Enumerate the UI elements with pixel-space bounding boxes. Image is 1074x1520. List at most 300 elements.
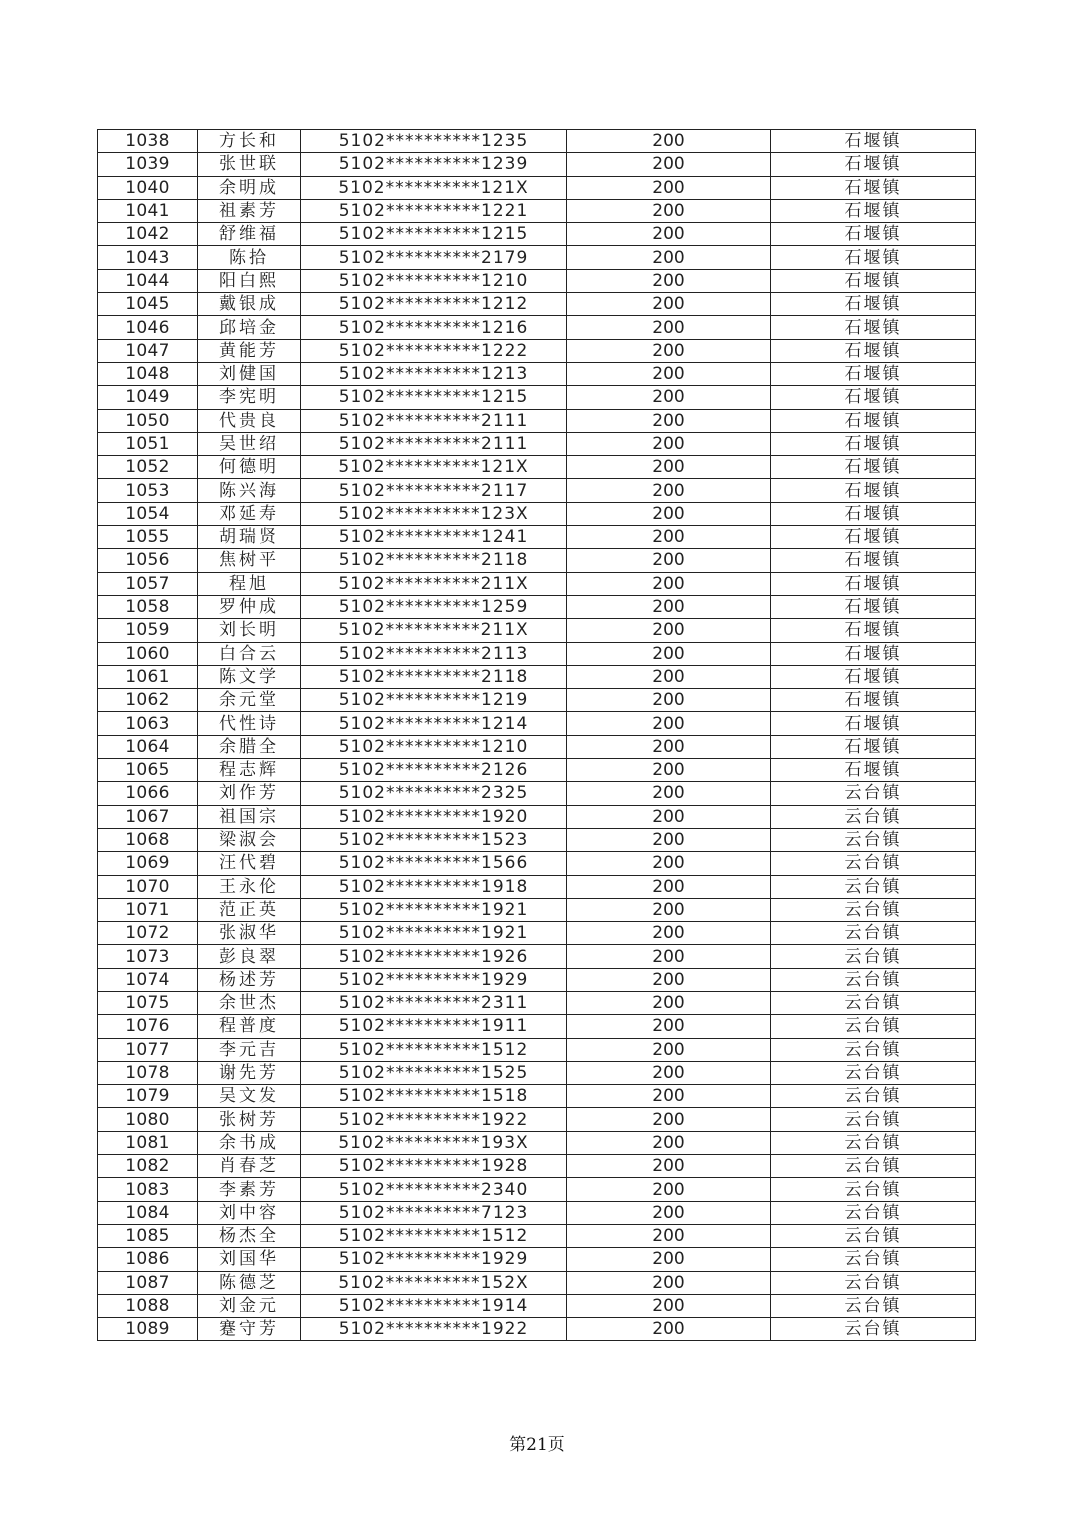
person-name-cell: 白合云 xyxy=(198,642,301,665)
town-cell: 云台镇 xyxy=(771,1224,976,1247)
id-number-cell: 5102**********1221 xyxy=(301,199,567,222)
table-row xyxy=(98,805,976,828)
id-number-cell: 5102**********1918 xyxy=(301,875,567,898)
table-row xyxy=(98,526,976,549)
town-cell: 云台镇 xyxy=(771,945,976,968)
row-number-cell: 1061 xyxy=(98,665,198,688)
amount-cell: 200 xyxy=(567,735,771,758)
town-cell: 云台镇 xyxy=(771,991,976,1014)
row-number-cell: 1087 xyxy=(98,1271,198,1294)
table-row xyxy=(98,1248,976,1271)
amount-cell: 200 xyxy=(567,1108,771,1131)
table-row xyxy=(98,293,976,316)
id-number-cell: 5102**********2340 xyxy=(301,1178,567,1201)
id-number-cell: 5102**********211X xyxy=(301,619,567,642)
id-number-cell: 5102**********1921 xyxy=(301,898,567,921)
person-name-cell: 张淑华 xyxy=(198,922,301,945)
amount-cell: 200 xyxy=(567,526,771,549)
id-number-cell: 5102**********1920 xyxy=(301,805,567,828)
person-name-cell: 刘作芳 xyxy=(198,782,301,805)
id-number-cell: 5102**********1259 xyxy=(301,595,567,618)
town-cell: 石堰镇 xyxy=(771,689,976,712)
town-cell: 云台镇 xyxy=(771,1294,976,1317)
town-cell: 石堰镇 xyxy=(771,479,976,502)
table-row xyxy=(98,735,976,758)
town-cell: 石堰镇 xyxy=(771,526,976,549)
amount-cell: 200 xyxy=(567,223,771,246)
person-name-cell: 程普度 xyxy=(198,1015,301,1038)
person-name-cell: 李素芳 xyxy=(198,1178,301,1201)
person-name-cell: 陈文学 xyxy=(198,665,301,688)
table-row xyxy=(98,386,976,409)
table-row xyxy=(98,130,976,153)
town-cell: 云台镇 xyxy=(771,875,976,898)
amount-cell: 200 xyxy=(567,1131,771,1154)
town-cell: 石堰镇 xyxy=(771,572,976,595)
person-name-cell: 肖春芝 xyxy=(198,1155,301,1178)
table-row xyxy=(98,153,976,176)
table-row xyxy=(98,1224,976,1247)
person-name-cell: 范正英 xyxy=(198,898,301,921)
row-number-cell: 1077 xyxy=(98,1038,198,1061)
id-number-cell: 5102**********1241 xyxy=(301,526,567,549)
table-row xyxy=(98,1318,976,1341)
row-number-cell: 1065 xyxy=(98,759,198,782)
person-name-cell: 戴银成 xyxy=(198,293,301,316)
table-row xyxy=(98,759,976,782)
id-number-cell: 5102**********1928 xyxy=(301,1155,567,1178)
amount-cell: 200 xyxy=(567,293,771,316)
table-row xyxy=(98,1131,976,1154)
table-row xyxy=(98,409,976,432)
town-cell: 云台镇 xyxy=(771,922,976,945)
row-number-cell: 1071 xyxy=(98,898,198,921)
id-number-cell: 5102**********2179 xyxy=(301,246,567,269)
table-row xyxy=(98,619,976,642)
amount-cell: 200 xyxy=(567,1271,771,1294)
id-number-cell: 5102**********152X xyxy=(301,1271,567,1294)
amount-cell: 200 xyxy=(567,1224,771,1247)
person-name-cell: 刘国华 xyxy=(198,1248,301,1271)
person-name-cell: 舒维福 xyxy=(198,223,301,246)
town-cell: 石堰镇 xyxy=(771,665,976,688)
person-name-cell: 罗仲成 xyxy=(198,595,301,618)
table-row xyxy=(98,456,976,479)
person-name-cell: 梁淑会 xyxy=(198,828,301,851)
amount-cell: 200 xyxy=(567,479,771,502)
amount-cell: 200 xyxy=(567,1318,771,1341)
amount-cell: 200 xyxy=(567,1201,771,1224)
person-name-cell: 余世杰 xyxy=(198,991,301,1014)
town-cell: 石堰镇 xyxy=(771,619,976,642)
row-number-cell: 1049 xyxy=(98,386,198,409)
table-row xyxy=(98,1201,976,1224)
amount-cell: 200 xyxy=(567,130,771,153)
person-name-cell: 邱培金 xyxy=(198,316,301,339)
id-number-cell: 5102**********1216 xyxy=(301,316,567,339)
person-name-cell: 何德明 xyxy=(198,456,301,479)
row-number-cell: 1072 xyxy=(98,922,198,945)
id-number-cell: 5102**********1525 xyxy=(301,1061,567,1084)
town-cell: 云台镇 xyxy=(771,1131,976,1154)
table-row xyxy=(98,828,976,851)
id-number-cell: 5102**********2111 xyxy=(301,432,567,455)
table-row xyxy=(98,1271,976,1294)
table-row xyxy=(98,595,976,618)
amount-cell: 200 xyxy=(567,1085,771,1108)
person-name-cell: 王永伦 xyxy=(198,875,301,898)
table-row xyxy=(98,665,976,688)
id-number-cell: 5102**********1210 xyxy=(301,735,567,758)
table-row xyxy=(98,269,976,292)
amount-cell: 200 xyxy=(567,1015,771,1038)
person-name-cell: 李宪明 xyxy=(198,386,301,409)
row-number-cell: 1068 xyxy=(98,828,198,851)
row-number-cell: 1078 xyxy=(98,1061,198,1084)
table-row xyxy=(98,991,976,1014)
id-number-cell: 5102**********193X xyxy=(301,1131,567,1154)
amount-cell: 200 xyxy=(567,199,771,222)
amount-cell: 200 xyxy=(567,759,771,782)
person-name-cell: 彭良翠 xyxy=(198,945,301,968)
row-number-cell: 1066 xyxy=(98,782,198,805)
person-name-cell: 杨述芳 xyxy=(198,968,301,991)
amount-cell: 200 xyxy=(567,432,771,455)
amount-cell: 200 xyxy=(567,549,771,572)
town-cell: 石堰镇 xyxy=(771,176,976,199)
row-number-cell: 1062 xyxy=(98,689,198,712)
id-number-cell: 5102**********121X xyxy=(301,176,567,199)
id-number-cell: 5102**********1512 xyxy=(301,1224,567,1247)
row-number-cell: 1053 xyxy=(98,479,198,502)
table-row xyxy=(98,968,976,991)
id-number-cell: 5102**********1512 xyxy=(301,1038,567,1061)
amount-cell: 200 xyxy=(567,852,771,875)
town-cell: 石堰镇 xyxy=(771,223,976,246)
town-cell: 石堰镇 xyxy=(771,642,976,665)
row-number-cell: 1075 xyxy=(98,991,198,1014)
town-cell: 云台镇 xyxy=(771,828,976,851)
row-number-cell: 1085 xyxy=(98,1224,198,1247)
id-number-cell: 5102**********2311 xyxy=(301,991,567,1014)
amount-cell: 200 xyxy=(567,945,771,968)
table-row xyxy=(98,922,976,945)
amount-cell: 200 xyxy=(567,665,771,688)
town-cell: 石堰镇 xyxy=(771,153,976,176)
person-name-cell: 方长和 xyxy=(198,130,301,153)
row-number-cell: 1088 xyxy=(98,1294,198,1317)
person-name-cell: 胡瑞贤 xyxy=(198,526,301,549)
town-cell: 云台镇 xyxy=(771,1085,976,1108)
person-name-cell: 杨杰全 xyxy=(198,1224,301,1247)
row-number-cell: 1051 xyxy=(98,432,198,455)
person-name-cell: 陈拾 xyxy=(198,246,301,269)
id-number-cell: 5102**********1219 xyxy=(301,689,567,712)
person-name-cell: 余明成 xyxy=(198,176,301,199)
amount-cell: 200 xyxy=(567,898,771,921)
amount-cell: 200 xyxy=(567,712,771,735)
table-row xyxy=(98,782,976,805)
town-cell: 石堰镇 xyxy=(771,362,976,385)
row-number-cell: 1038 xyxy=(98,130,198,153)
row-number-cell: 1073 xyxy=(98,945,198,968)
town-cell: 石堰镇 xyxy=(771,456,976,479)
person-name-cell: 余腊全 xyxy=(198,735,301,758)
table-row xyxy=(98,316,976,339)
person-name-cell: 程志辉 xyxy=(198,759,301,782)
page-number: 第21页 xyxy=(509,1435,565,1455)
amount-cell: 200 xyxy=(567,689,771,712)
row-number-cell: 1044 xyxy=(98,269,198,292)
table-row xyxy=(98,689,976,712)
row-number-cell: 1063 xyxy=(98,712,198,735)
row-number-cell: 1074 xyxy=(98,968,198,991)
amount-cell: 200 xyxy=(567,572,771,595)
amount-cell: 200 xyxy=(567,176,771,199)
town-cell: 云台镇 xyxy=(771,1201,976,1224)
amount-cell: 200 xyxy=(567,316,771,339)
amount-cell: 200 xyxy=(567,805,771,828)
id-number-cell: 5102**********1911 xyxy=(301,1015,567,1038)
row-number-cell: 1047 xyxy=(98,339,198,362)
id-number-cell: 5102**********2118 xyxy=(301,549,567,572)
amount-cell: 200 xyxy=(567,386,771,409)
town-cell: 石堰镇 xyxy=(771,269,976,292)
roster-table xyxy=(97,129,976,1341)
amount-cell: 200 xyxy=(567,642,771,665)
table-row xyxy=(98,1155,976,1178)
person-name-cell: 祖国宗 xyxy=(198,805,301,828)
town-cell: 云台镇 xyxy=(771,1038,976,1061)
id-number-cell: 5102**********1566 xyxy=(301,852,567,875)
id-number-cell: 5102**********1914 xyxy=(301,1294,567,1317)
person-name-cell: 程旭 xyxy=(198,572,301,595)
id-number-cell: 5102**********1929 xyxy=(301,1248,567,1271)
amount-cell: 200 xyxy=(567,1294,771,1317)
person-name-cell: 刘金元 xyxy=(198,1294,301,1317)
table-row xyxy=(98,199,976,222)
person-name-cell: 谢先芳 xyxy=(198,1061,301,1084)
row-number-cell: 1083 xyxy=(98,1178,198,1201)
row-number-cell: 1057 xyxy=(98,572,198,595)
person-name-cell: 祖素芳 xyxy=(198,199,301,222)
person-name-cell: 蹇守芳 xyxy=(198,1318,301,1341)
town-cell: 石堰镇 xyxy=(771,316,976,339)
row-number-cell: 1055 xyxy=(98,526,198,549)
table-row xyxy=(98,1294,976,1317)
person-name-cell: 刘长明 xyxy=(198,619,301,642)
id-number-cell: 5102**********1212 xyxy=(301,293,567,316)
person-name-cell: 代贵良 xyxy=(198,409,301,432)
town-cell: 石堰镇 xyxy=(771,199,976,222)
id-number-cell: 5102**********1213 xyxy=(301,362,567,385)
id-number-cell: 5102**********2117 xyxy=(301,479,567,502)
table-row xyxy=(98,339,976,362)
id-number-cell: 5102**********1523 xyxy=(301,828,567,851)
person-name-cell: 刘健国 xyxy=(198,362,301,385)
row-number-cell: 1064 xyxy=(98,735,198,758)
table-row xyxy=(98,1085,976,1108)
town-cell: 石堰镇 xyxy=(771,386,976,409)
amount-cell: 200 xyxy=(567,153,771,176)
town-cell: 石堰镇 xyxy=(771,293,976,316)
id-number-cell: 5102**********1214 xyxy=(301,712,567,735)
id-number-cell: 5102**********211X xyxy=(301,572,567,595)
town-cell: 石堰镇 xyxy=(771,130,976,153)
id-number-cell: 5102**********1921 xyxy=(301,922,567,945)
town-cell: 云台镇 xyxy=(771,1108,976,1131)
row-number-cell: 1058 xyxy=(98,595,198,618)
row-number-cell: 1060 xyxy=(98,642,198,665)
town-cell: 石堰镇 xyxy=(771,339,976,362)
row-number-cell: 1079 xyxy=(98,1085,198,1108)
row-number-cell: 1081 xyxy=(98,1131,198,1154)
amount-cell: 200 xyxy=(567,456,771,479)
table-row xyxy=(98,1108,976,1131)
id-number-cell: 5102**********1222 xyxy=(301,339,567,362)
row-number-cell: 1054 xyxy=(98,502,198,525)
amount-cell: 200 xyxy=(567,339,771,362)
table-row xyxy=(98,223,976,246)
town-cell: 石堰镇 xyxy=(771,595,976,618)
person-name-cell: 陈德芝 xyxy=(198,1271,301,1294)
town-cell: 云台镇 xyxy=(771,782,976,805)
person-name-cell: 刘中容 xyxy=(198,1201,301,1224)
amount-cell: 200 xyxy=(567,828,771,851)
amount-cell: 200 xyxy=(567,1248,771,1271)
amount-cell: 200 xyxy=(567,968,771,991)
table-row xyxy=(98,572,976,595)
row-number-cell: 1052 xyxy=(98,456,198,479)
town-cell: 云台镇 xyxy=(771,1061,976,1084)
id-number-cell: 5102**********123X xyxy=(301,502,567,525)
table-row xyxy=(98,246,976,269)
person-name-cell: 李元吉 xyxy=(198,1038,301,1061)
row-number-cell: 1045 xyxy=(98,293,198,316)
town-cell: 云台镇 xyxy=(771,852,976,875)
table-row xyxy=(98,875,976,898)
table-row xyxy=(98,642,976,665)
person-name-cell: 张世联 xyxy=(198,153,301,176)
row-number-cell: 1042 xyxy=(98,223,198,246)
amount-cell: 200 xyxy=(567,1155,771,1178)
id-number-cell: 5102**********1518 xyxy=(301,1085,567,1108)
person-name-cell: 焦树平 xyxy=(198,549,301,572)
person-name-cell: 阳白熙 xyxy=(198,269,301,292)
id-number-cell: 5102**********2113 xyxy=(301,642,567,665)
town-cell: 云台镇 xyxy=(771,1248,976,1271)
town-cell: 云台镇 xyxy=(771,968,976,991)
id-number-cell: 5102**********2111 xyxy=(301,409,567,432)
row-number-cell: 1084 xyxy=(98,1201,198,1224)
row-number-cell: 1082 xyxy=(98,1155,198,1178)
person-name-cell: 余书成 xyxy=(198,1131,301,1154)
id-number-cell: 5102**********7123 xyxy=(301,1201,567,1224)
row-number-cell: 1050 xyxy=(98,409,198,432)
id-number-cell: 5102**********2118 xyxy=(301,665,567,688)
row-number-cell: 1041 xyxy=(98,199,198,222)
person-name-cell: 吴世绍 xyxy=(198,432,301,455)
row-number-cell: 1086 xyxy=(98,1248,198,1271)
amount-cell: 200 xyxy=(567,409,771,432)
town-cell: 石堰镇 xyxy=(771,712,976,735)
town-cell: 石堰镇 xyxy=(771,432,976,455)
town-cell: 云台镇 xyxy=(771,805,976,828)
row-number-cell: 1040 xyxy=(98,176,198,199)
amount-cell: 200 xyxy=(567,782,771,805)
row-number-cell: 1059 xyxy=(98,619,198,642)
id-number-cell: 5102**********1926 xyxy=(301,945,567,968)
table-row xyxy=(98,1038,976,1061)
person-name-cell: 代性诗 xyxy=(198,712,301,735)
table-row xyxy=(98,852,976,875)
id-number-cell: 5102**********1215 xyxy=(301,223,567,246)
id-number-cell: 5102**********1235 xyxy=(301,130,567,153)
amount-cell: 200 xyxy=(567,619,771,642)
amount-cell: 200 xyxy=(567,1178,771,1201)
table-row xyxy=(98,176,976,199)
amount-cell: 200 xyxy=(567,875,771,898)
amount-cell: 200 xyxy=(567,595,771,618)
row-number-cell: 1048 xyxy=(98,362,198,385)
town-cell: 云台镇 xyxy=(771,1271,976,1294)
amount-cell: 200 xyxy=(567,246,771,269)
id-number-cell: 5102**********1922 xyxy=(301,1108,567,1131)
row-number-cell: 1039 xyxy=(98,153,198,176)
person-name-cell: 汪代碧 xyxy=(198,852,301,875)
amount-cell: 200 xyxy=(567,502,771,525)
table-row xyxy=(98,1178,976,1201)
town-cell: 云台镇 xyxy=(771,898,976,921)
table-row xyxy=(98,945,976,968)
row-number-cell: 1080 xyxy=(98,1108,198,1131)
row-number-cell: 1076 xyxy=(98,1015,198,1038)
id-number-cell: 5102**********2126 xyxy=(301,759,567,782)
row-number-cell: 1056 xyxy=(98,549,198,572)
person-name-cell: 吴文发 xyxy=(198,1085,301,1108)
town-cell: 石堰镇 xyxy=(771,735,976,758)
town-cell: 石堰镇 xyxy=(771,409,976,432)
person-name-cell: 黄能芳 xyxy=(198,339,301,362)
row-number-cell: 1070 xyxy=(98,875,198,898)
amount-cell: 200 xyxy=(567,1038,771,1061)
row-number-cell: 1043 xyxy=(98,246,198,269)
id-number-cell: 5102**********1922 xyxy=(301,1318,567,1341)
person-name-cell: 余元堂 xyxy=(198,689,301,712)
amount-cell: 200 xyxy=(567,269,771,292)
table-row xyxy=(98,502,976,525)
row-number-cell: 1067 xyxy=(98,805,198,828)
roster-table-body xyxy=(98,130,976,1341)
town-cell: 石堰镇 xyxy=(771,759,976,782)
amount-cell: 200 xyxy=(567,1061,771,1084)
amount-cell: 200 xyxy=(567,362,771,385)
table-row xyxy=(98,549,976,572)
amount-cell: 200 xyxy=(567,922,771,945)
id-number-cell: 5102**********1215 xyxy=(301,386,567,409)
table-row xyxy=(98,1061,976,1084)
id-number-cell: 5102**********2325 xyxy=(301,782,567,805)
table-row xyxy=(98,479,976,502)
id-number-cell: 5102**********1239 xyxy=(301,153,567,176)
town-cell: 云台镇 xyxy=(771,1155,976,1178)
id-number-cell: 5102**********1210 xyxy=(301,269,567,292)
row-number-cell: 1069 xyxy=(98,852,198,875)
table-row xyxy=(98,898,976,921)
person-name-cell: 张树芳 xyxy=(198,1108,301,1131)
table-row xyxy=(98,712,976,735)
id-number-cell: 5102**********121X xyxy=(301,456,567,479)
